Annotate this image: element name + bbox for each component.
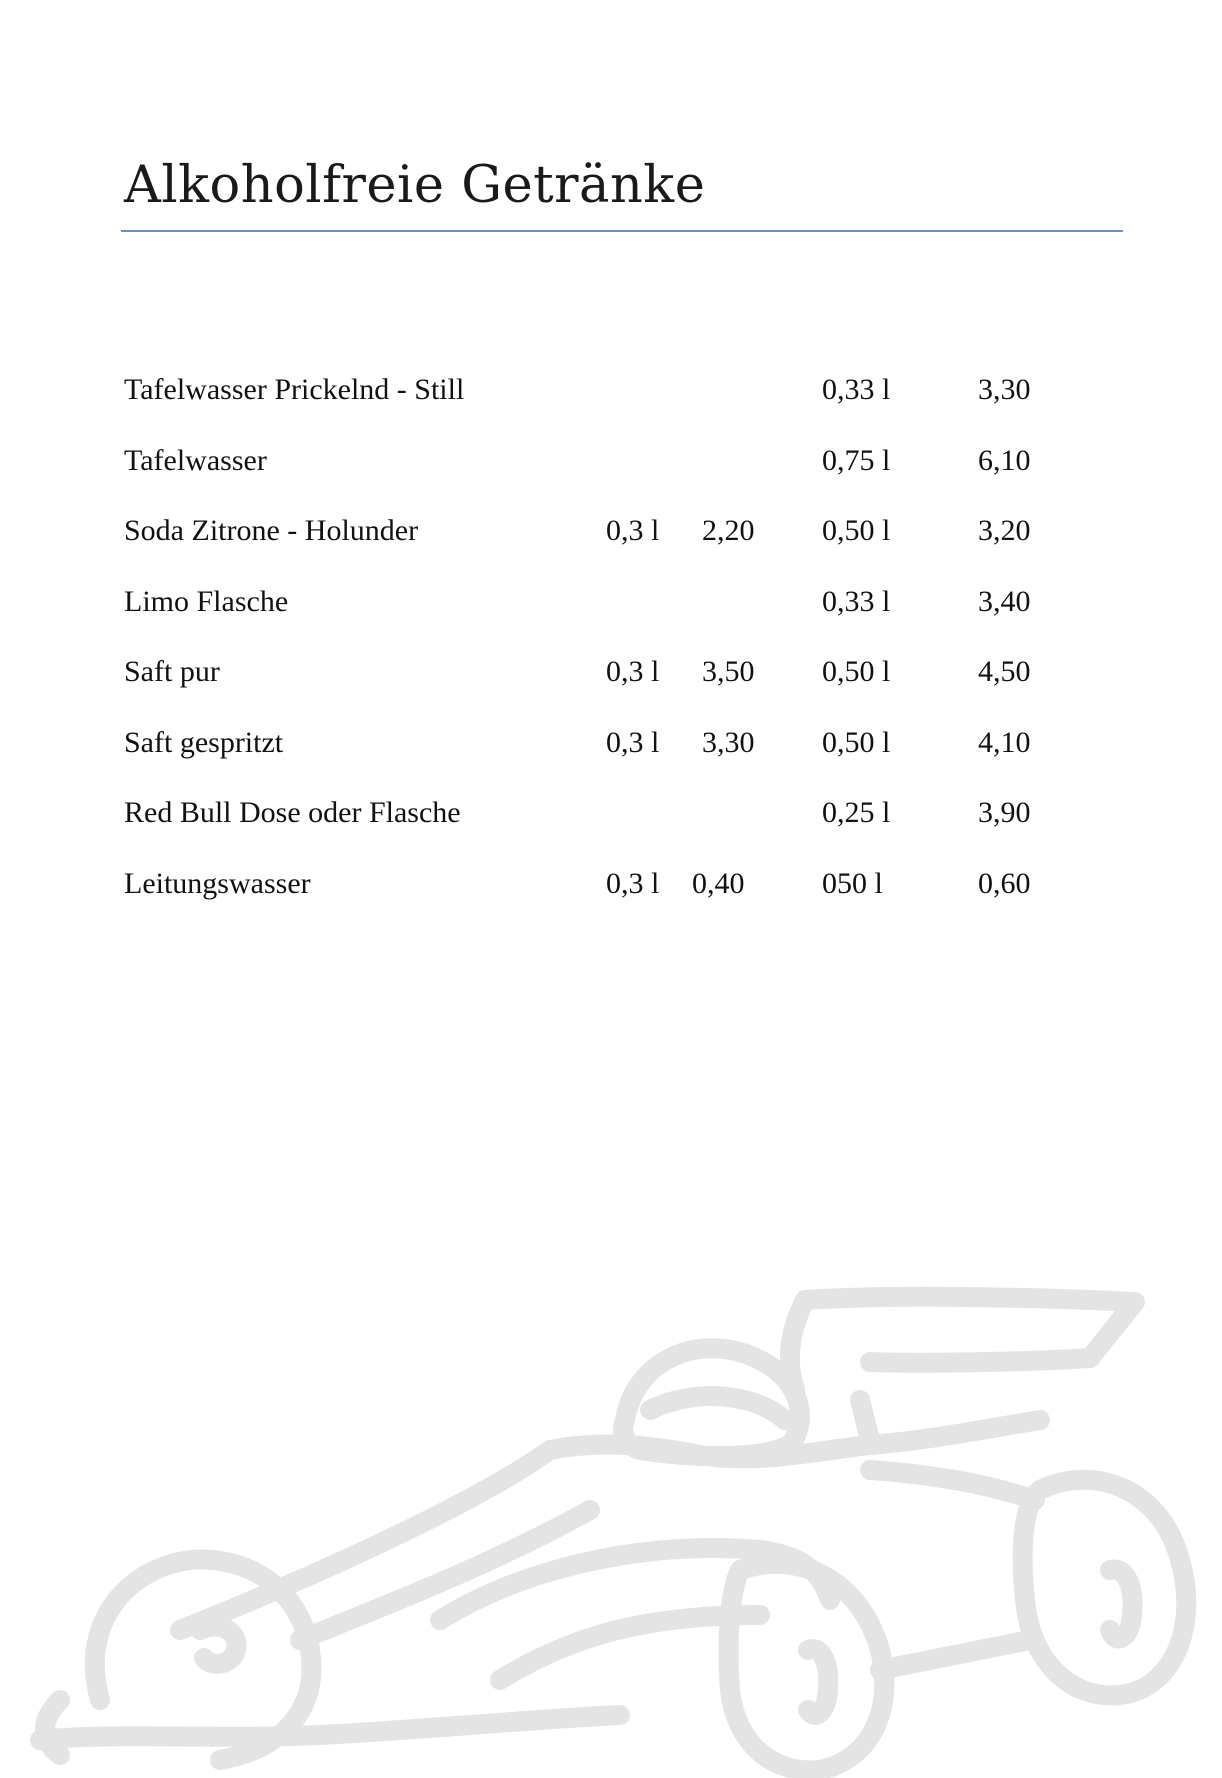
large-volume: 0,33 l (822, 584, 891, 618)
drink-name: Tafelwasser (124, 443, 267, 477)
drink-name: Limo Flasche (124, 584, 289, 618)
drink-name: Saft pur (124, 655, 220, 688)
large-price: 6,10 (978, 443, 1031, 477)
list-item (0, 791, 1222, 862)
list-item (0, 580, 1222, 651)
page-title: Alkoholfreie Getränke (124, 156, 706, 215)
drink-name: Saft gespritzt (124, 725, 284, 759)
large-price: 0,60 (978, 866, 1031, 900)
drink-name: Soda Zitrone - Holunder (124, 514, 419, 547)
drink-name: Tafelwasser Prickelnd - Still (124, 373, 465, 406)
large-price: 4,50 (978, 655, 1031, 688)
large-volume: 0,25 l (822, 796, 891, 829)
large-volume: 050 l (822, 866, 883, 900)
small-price: 2,20 (702, 514, 755, 547)
list-item (0, 509, 1222, 580)
list-item (0, 368, 1222, 439)
large-volume: 0,50 l (822, 655, 891, 688)
large-volume: 0,50 l (822, 514, 891, 547)
small-volume: 0,3 l (606, 866, 660, 900)
list-item (0, 721, 1222, 792)
drinks-list (0, 368, 1222, 932)
large-price: 3,30 (978, 373, 1031, 406)
title-underline (121, 230, 1123, 232)
drink-name: Red Bull Dose oder Flasche (124, 796, 461, 829)
large-volume: 0,33 l (822, 373, 891, 406)
large-volume: 0,75 l (822, 443, 891, 477)
list-item (0, 439, 1222, 510)
small-volume: 0,3 l (606, 725, 660, 759)
large-price: 3,40 (978, 584, 1031, 618)
small-volume: 0,3 l (606, 655, 660, 688)
race-car-icon (0, 1270, 1222, 1778)
small-volume: 0,3 l (606, 514, 660, 547)
large-volume: 0,50 l (822, 725, 891, 759)
large-price: 3,20 (978, 514, 1031, 547)
list-item (0, 862, 1222, 933)
small-price: 3,50 (702, 655, 755, 688)
small-price: 3,30 (702, 725, 755, 759)
small-price: 0,40 (692, 866, 745, 900)
drink-name: Leitungswasser (124, 866, 311, 900)
large-price: 3,90 (978, 796, 1031, 829)
list-item (0, 650, 1222, 721)
large-price: 4,10 (978, 725, 1031, 759)
